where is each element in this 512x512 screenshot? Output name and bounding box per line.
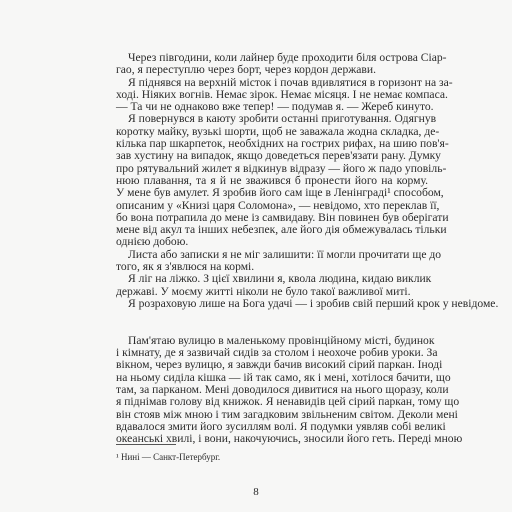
text-line: Я ліг на ліжко. З цієї хвилини я, квола людина, кидаю виклик — [128, 272, 432, 286]
text-line: він стояв між мною і тим загадковим звільненим світом. Деколи мені — [116, 407, 458, 421]
main-text — [116, 51, 499, 446]
text-line: кілька пар шкарпеток, необхідних на гострих рифах, на шию пов'я- — [116, 137, 449, 151]
paragraph — [116, 247, 442, 274]
text-line: і кімнату, де я зазвичай сидів за столом і неохоче робив уроки. За — [116, 346, 438, 360]
text-line: нюю плавання, та я й не зважився б пронести його на корму. — [116, 173, 428, 187]
text-line: Пам'ятаю вулицю в маленькому провінційному місті, будинок — [128, 333, 435, 347]
paragraph — [116, 51, 447, 77]
text-line: бо вона потрапила до мене із самвидаву. Він повинен був оберігати — [116, 210, 449, 224]
paragraph — [116, 333, 463, 446]
text-line: мене від акул та інших небезпек, але його дія обмежувалась тільки — [116, 223, 447, 237]
text-line: описаним у «Книзі царя Соломона», — невідомо, хто переклав її, — [116, 198, 440, 212]
text-line: ході. Ніяких вогнів. Немає зірок. Немає місяця. І не немає компаса. — [116, 87, 448, 101]
text-line: гао, я переступлю через борт, через кордон держави. — [116, 63, 376, 77]
text-line: на ньому сиділа кішка — ій так само, як і мені, хотілося бачити, що — [116, 370, 451, 384]
paragraph — [116, 112, 449, 249]
text-line: Через півгодини, коли лайнер буде проходити біля острова Сіар- — [128, 51, 447, 64]
text-line: зав хустину на випадок, якщо доведеться перев'язати рану. Думку — [116, 149, 441, 163]
paragraph — [116, 296, 499, 310]
text-line: того, як я з'явлюся на кормі. — [116, 260, 255, 274]
text-line: Я розраховую лише на Бога удачі — і зробив свій перший крок у невідоме. — [128, 296, 499, 310]
text-line: Я повернувся в каюту зробити останні приготування. Одягнув — [128, 112, 437, 126]
text-line: — Та чи не однаково вже тепер! — подумав я. — Жереб кинуто. — [116, 100, 434, 114]
text-line: там, за парканом. Мені доводилося дивитися на нього щоразу, коли — [116, 383, 449, 397]
text-line: Я піднявся на верхній місток і почав вдивлятися в горизонт на за- — [128, 75, 453, 89]
footnote-rule — [116, 444, 176, 445]
section-break — [116, 310, 428, 322]
section-break — [116, 323, 428, 335]
text-line: я піднімав голову від книжок. Я ненавидів цей сірий паркан, тому що — [116, 395, 460, 409]
text-line: державі. У моєму житті ніколи не було такої важливої миті. — [116, 284, 411, 298]
text-line: коротку майку, вузькі шорти, щоб не заважала жодна складка, де- — [116, 124, 440, 138]
footnote: ¹ Нині — Санкт-Петербург. — [116, 452, 221, 462]
text-line: океанські хвилі, і вони, накочуючись, зносили його геть. Переді мною — [116, 432, 463, 446]
text-line: про рятувальний жилет я відкинув відразу — його ж падо уповіль- — [116, 161, 447, 175]
page-number: 8 — [253, 486, 259, 498]
text-line: однією добою. — [116, 235, 189, 249]
text-line: вдавалося змити його зусиллям волі. Я подумки уявляв собі великі — [116, 419, 446, 433]
text-line: Листа або записки я не міг залишити: її могли прочитати ще до — [128, 247, 442, 261]
paragraph — [116, 75, 453, 114]
text-line: вікном, через вулицю, я завжди бачив високий сірий паркан. Іноді — [116, 358, 443, 372]
text-line: У мене був амулет. Я зробив його сам іще в Ленінграді¹ способом, — [116, 186, 444, 200]
paragraph — [116, 272, 432, 298]
